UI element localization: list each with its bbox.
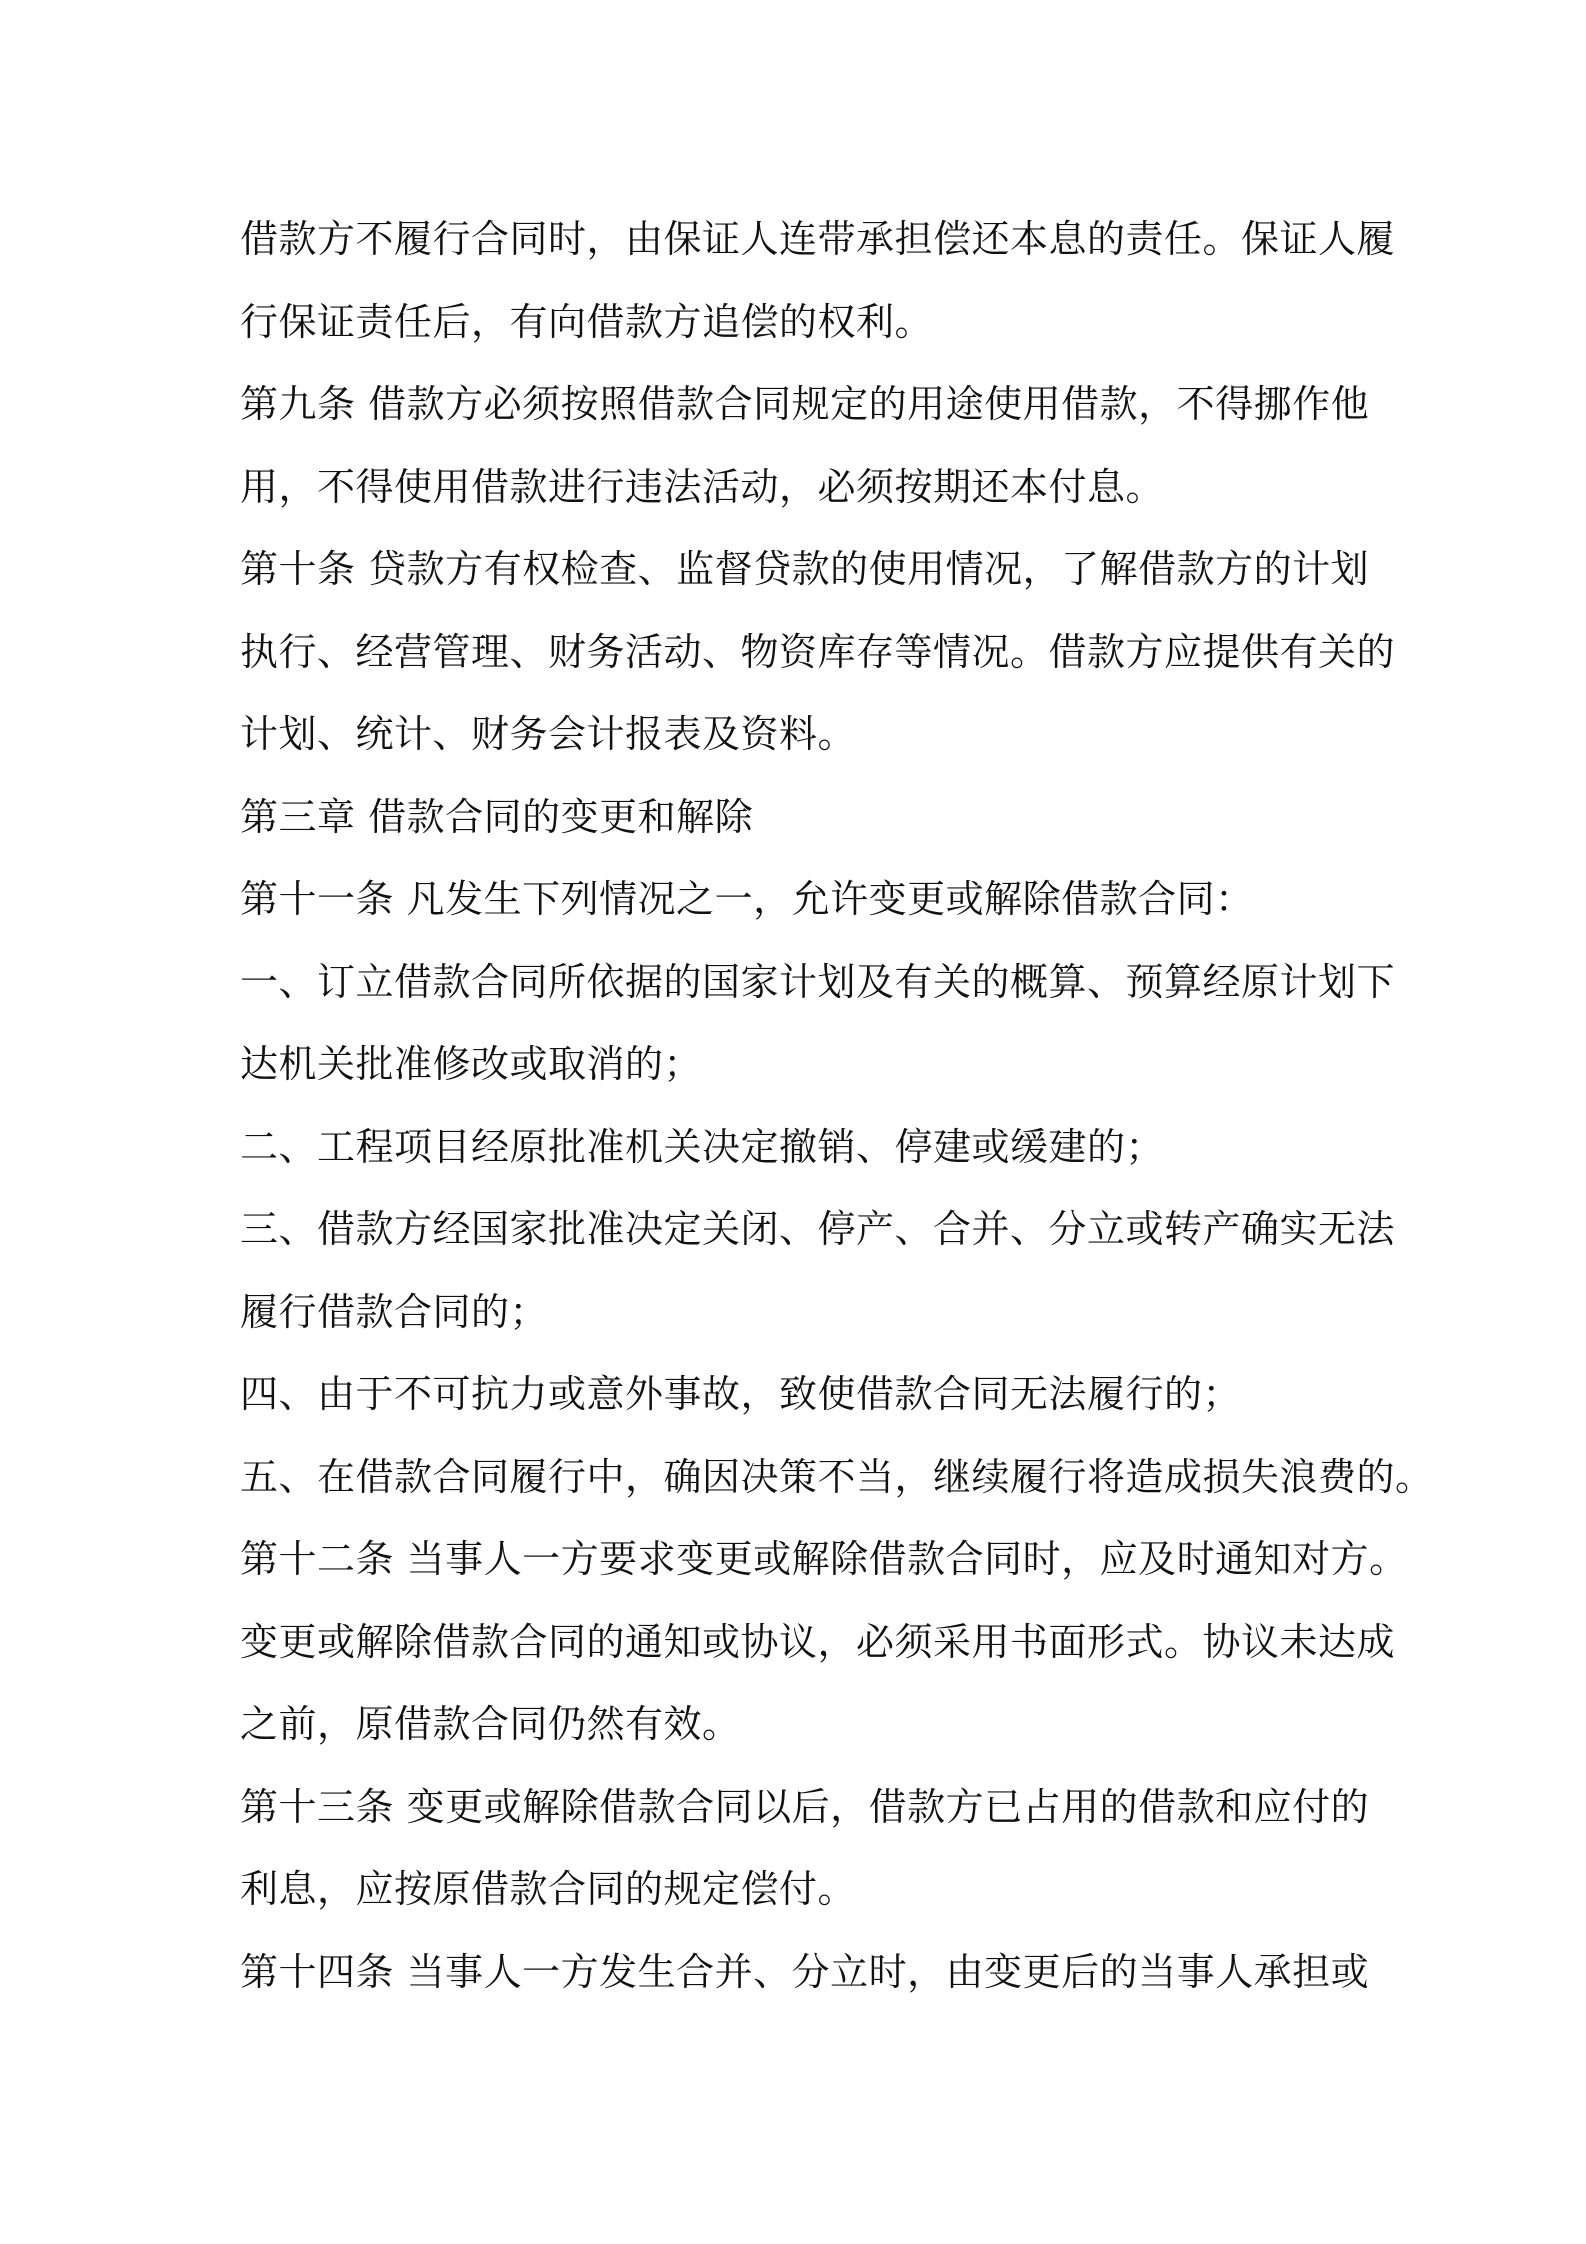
text-line: 第九条 借款方必须按照借款合同规定的用途使用借款，不得挪作他 (240, 382, 1370, 426)
document-body (240, 198, 1434, 2013)
text-line: 执行、经营管理、财务活动、物资库存等情况。借款方应提供有关的 (240, 629, 1396, 674)
text-line: 四、由于不可抗力或意外事故，致使借款合同无法履行的； (240, 1372, 1242, 1416)
text-line: 计划、统计、财务会计报表及资料。 (240, 712, 857, 756)
text-line: 三、借款方经国家批准决定关闭、停产、合并、分立或转产确实无法 (240, 1207, 1396, 1251)
text-line: 第十一条 凡发生下列情况之一，允许变更或解除借款合同： (240, 877, 1254, 921)
text-line: 利息，应按原借款合同的规定偿付。 (240, 1867, 857, 1911)
text-line: 用，不得使用借款进行违法活动，必须按期还本付息。 (240, 464, 1165, 509)
text-line: 第十四条 当事人一方发生合并、分立时，由变更后的当事人承担或 (240, 1949, 1370, 1994)
text-line: 第十二条 当事人一方要求变更或解除借款合同时，应及时通知对方。 (240, 1537, 1408, 1581)
text-line: 第十条 贷款方有权检查、监督贷款的使用情况，了解借款方的计划 (240, 547, 1370, 591)
text-line: 二、工程项目经原批准机关决定撤销、停建或缓建的； (240, 1124, 1165, 1169)
text-line: 第十三条 变更或解除借款合同以后，借款方已占用的借款和应付的 (240, 1784, 1370, 1829)
text-line: 一、订立借款合同所依据的国家计划及有关的概算、预算经原计划下 (240, 959, 1396, 1004)
chapter-heading: 第三章 借款合同的变更和解除 (240, 794, 754, 839)
text-line: 履行借款合同的； (240, 1289, 549, 1334)
text-line: 达机关批准修改或取消的； (240, 1042, 703, 1086)
text-line: 之前，原借款合同仍然有效。 (240, 1702, 741, 1746)
text-line: 变更或解除借款合同的通知或协议，必须采用书面形式。协议未达成 (240, 1619, 1396, 1664)
text-line: 借款方不履行合同时，由保证人连带承担偿还本息的责任。保证人履 (240, 217, 1396, 261)
text-line: 行保证责任后，有向借款方追偿的权利。 (240, 299, 934, 344)
text-line: 五、在借款合同履行中，确因决策不当，继续履行将造成损失浪费的。 (240, 1454, 1434, 1499)
